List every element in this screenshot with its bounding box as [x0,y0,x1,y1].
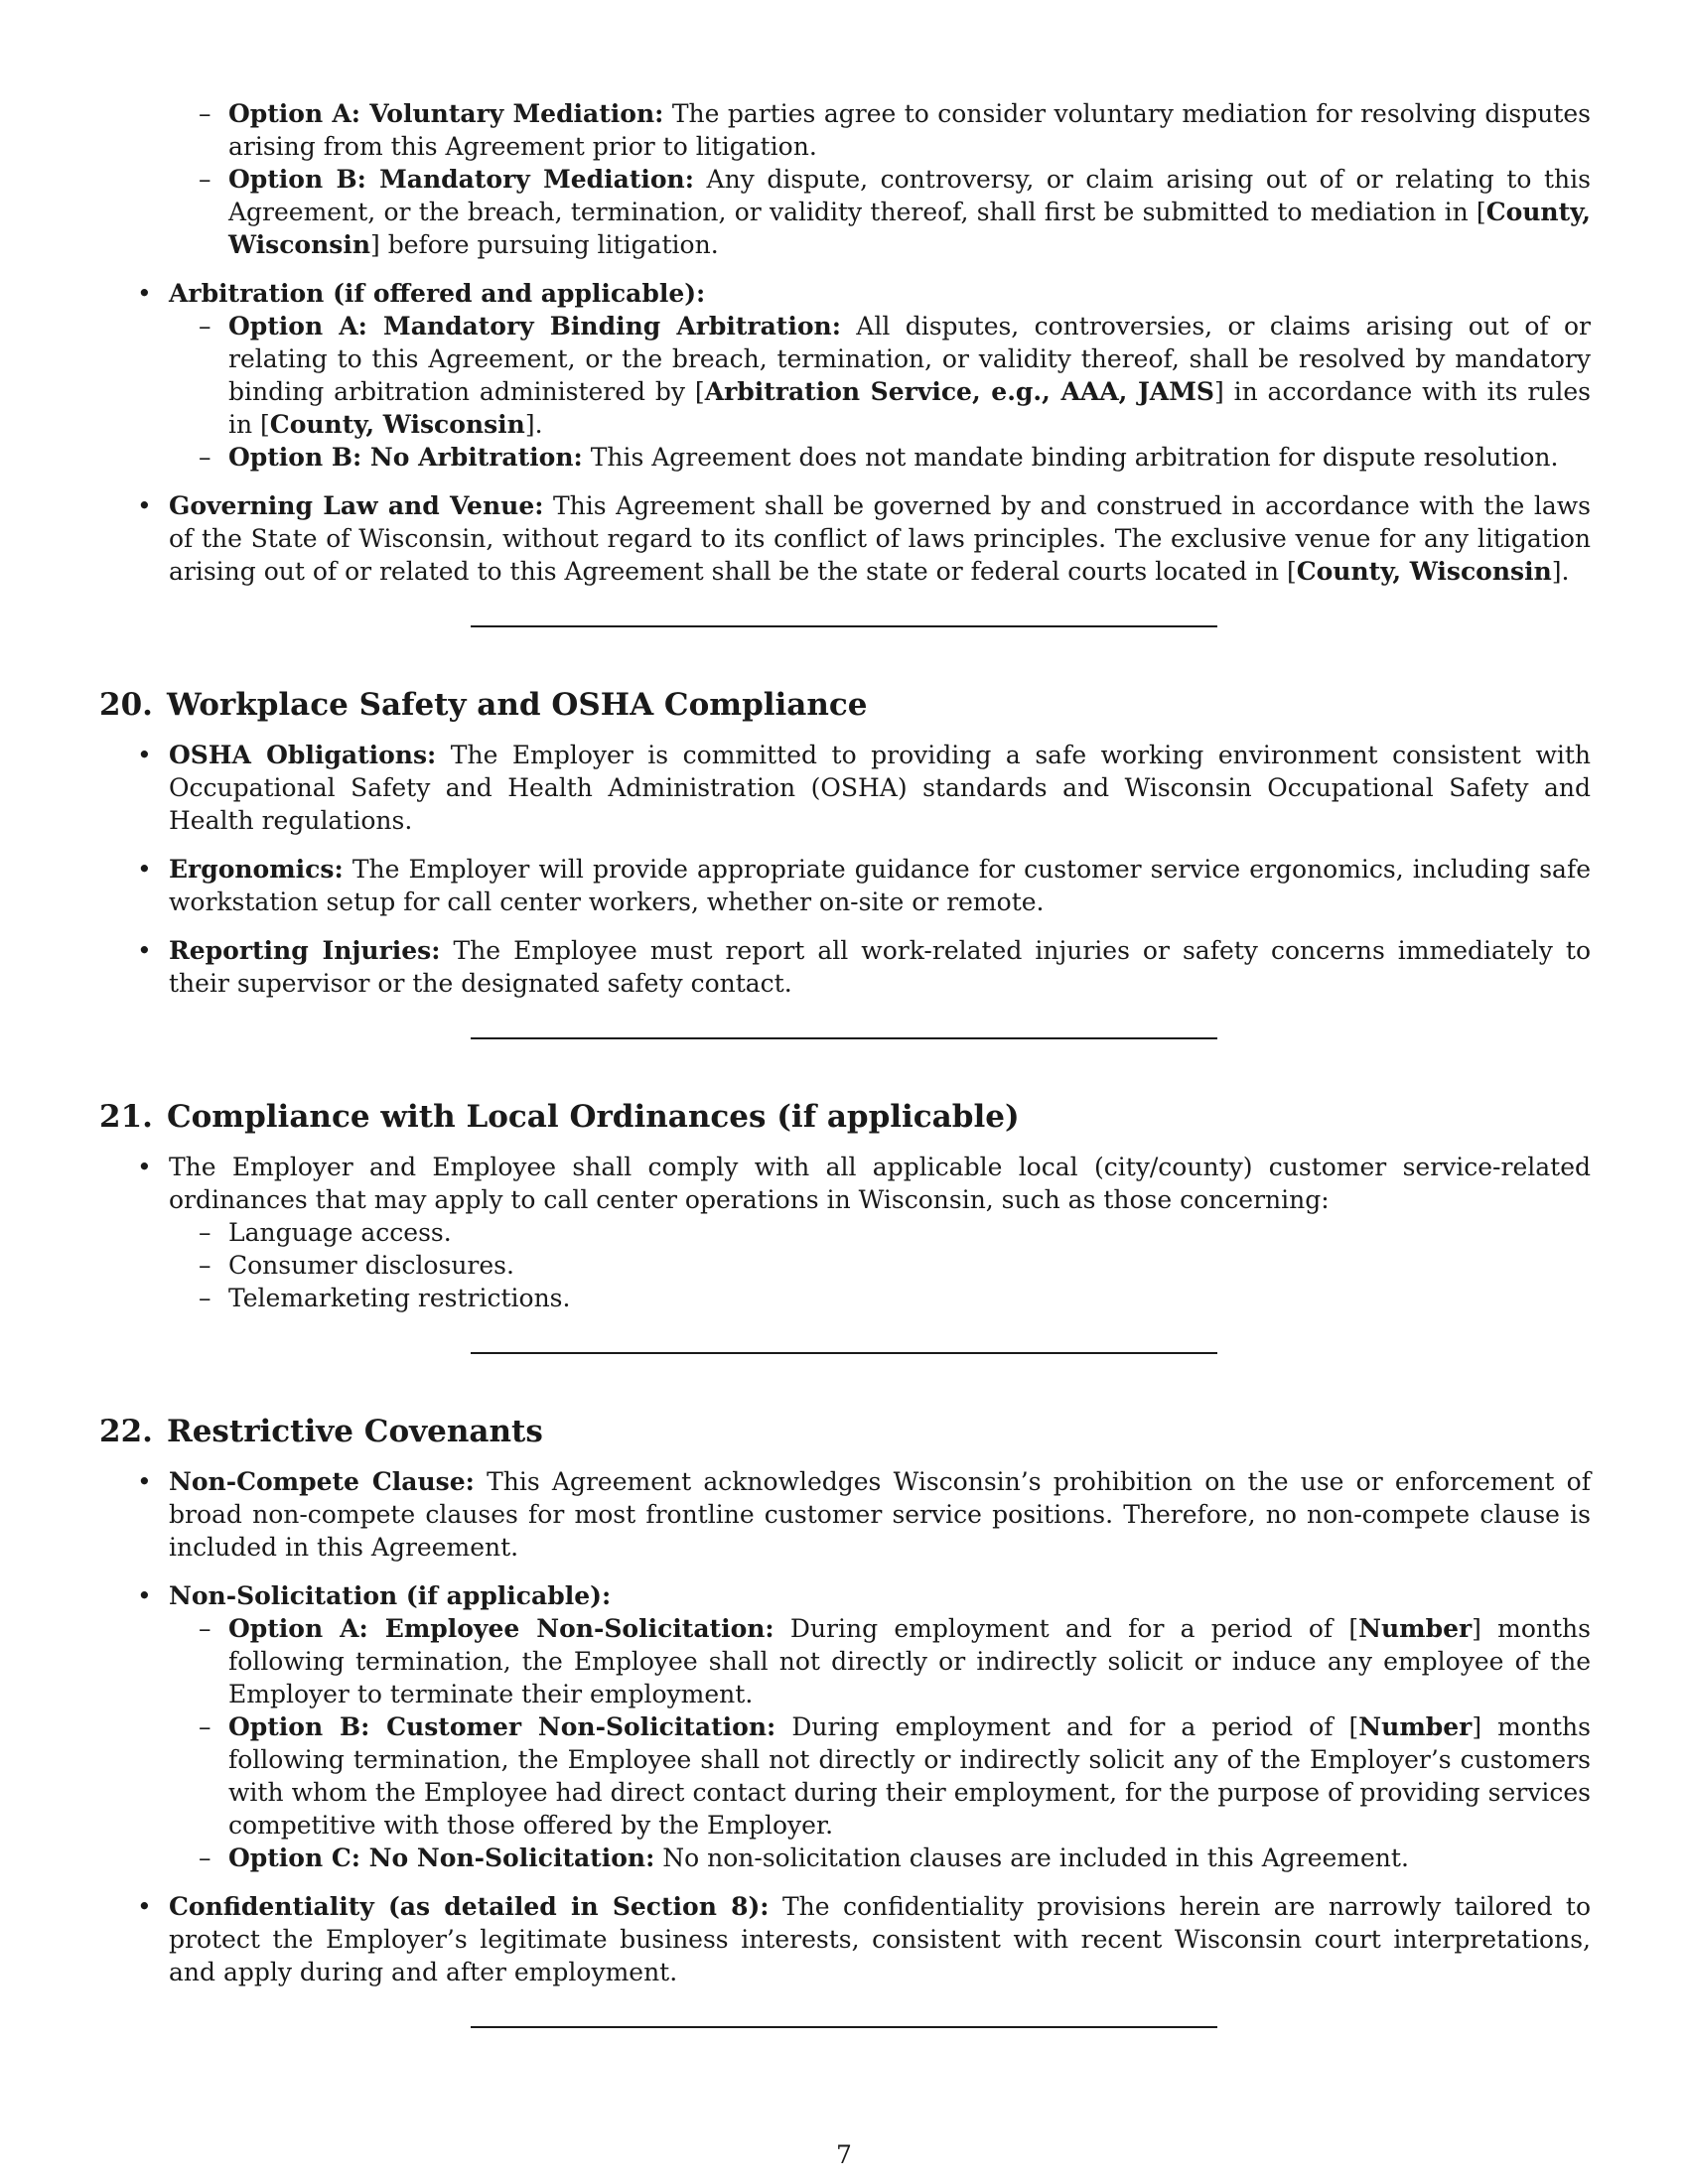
osha-obligations-item: • OSHA Obligations: The Employer is committed to providing a safe working environment consistent with Occupational Safety and Health Administration (OSHA) standards and Wisconsin Occupational Safety and Health regulations. [99,739,1591,837]
list-item: – Telemarketing restrictions. [169,1282,1591,1314]
governing-law-item: • Governing Law and Venue: This Agreement shall be governed by and construed in accordance with the laws of the State of Wisconsin, without regard to its conflict of laws principles. The exclusive venue for any litigation arising out of or related to this Agreement shall be the state or federal courts located in [County, Wisconsin]. [99,489,1591,588]
non-solicitation-item: • Non-Solicitation (if applicable): – Option A: Employee Non-Solicitation: During employment and for a period of [Number] months following termination, the Employee shall not directly or indirectly solicit or induce any employee of the Employer to terminate their employment. – Option B: Customer Non-Solicitation: During employment and for a period of [Number] months following termination, the Employee shall not directly or indirectly solicit any of the Employer’s customers with whom the Employee had direct contact during their employment, for the purpose of providing services competitive with those offered by the Employer. – Option C: No Non-Solicitation: No non-solicitation clauses are included in this Agreement. [99,1579,1591,1874]
section-22-list [99,1465,1591,1988]
section-20-title: 20. Workplace Safety and OSHA Compliance [99,687,868,723]
dispute-bullets [99,277,1591,588]
non-solicitation-option-a: – Option A: Employee Non-Solicitation: During employment and for a period of [Number] months following termination, the Employee shall not directly or indirectly solicit or induce any employee of the Employer to terminate their employment. [169,1612,1591,1710]
arbitration-option-a: – Option A: Mandatory Binding Arbitration: All disputes, controversies, or claims arising out of or relating to this Agreement, or the breach, termination, or validity thereof, shall be resolved by mandatory binding arbitration administered by [Arbitration Service, e.g., AAA, JAMS] in accordance with its rules in [County, Wisconsin]. [169,310,1591,441]
non-solicitation-option-b: – Option B: Customer Non-Solicitation: During employment and for a period of [Number] months following termination, the Employee shall not directly or indirectly solicit any of the Employer’s customers with whom the Employee had direct contact during their employment, for the purpose of providing services competitive with those offered by the Employer. [169,1710,1591,1842]
document-page [99,97,1591,2086]
section-divider [471,1352,1217,1354]
mediation-options [99,97,1591,261]
list-item: – Consumer disclosures. [169,1249,1591,1282]
section-divider [471,2026,1217,2028]
ordinance-topics [169,1216,1591,1314]
non-solicitation-options [169,1612,1591,1874]
ergonomics-item: • Ergonomics: The Employer will provide appropriate guidance for customer service ergonomics, including safe workstation setup for call center workers, whether on-site or remote. [99,853,1591,918]
list-item: – Language access. [169,1216,1591,1249]
confidentiality-item: • Confidentiality (as detailed in Section 8): The confidentiality provisions herein are narrowly tailored to protect the Employer’s legitimate business interests, consistent with recent Wisconsin court interpretations, and apply during and after employment. [99,1890,1591,1988]
section-20-list [99,739,1591,1000]
section-divider [471,625,1217,627]
mediation-option-a: – Option A: Voluntary Mediation: The parties agree to consider voluntary mediation for resolving disputes arising from this Agreement prior to litigation. [99,97,1591,163]
arbitration-item: • Arbitration (if offered and applicable): – Option A: Mandatory Binding Arbitration: All disputes, controversies, or claims arising out of or relating to this Agreement, or the breach, termination, or validity thereof, shall be resolved by mandatory binding arbitration administered by [Arbitration Service, e.g., AAA, JAMS] in accordance with its rules in [County, Wisconsin]. – Option B: No Arbitration: This Agreement does not mandate binding arbitration for dispute resolution. [99,277,1591,474]
reporting-injuries-item: • Reporting Injuries: The Employee must report all work-related injuries or safety concerns immediately to their supervisor or the designated safety contact. [99,934,1591,1000]
local-ordinances-item: • The Employer and Employee shall comply with all applicable local (city/county) customer service-related ordinances that may apply to call center operations in Wisconsin, such as those concerning: – Language access. – Consumer disclosures. – Telemarketing restrictions. [99,1151,1591,1314]
non-compete-item: • Non-Compete Clause: This Agreement acknowledges Wisconsin’s prohibition on the use or enforcement of broad non-compete clauses for most frontline customer service positions. Therefore, no non-compete clause is included in this Agreement. [99,1465,1591,1564]
section-divider [471,1037,1217,1039]
section-21-list [99,1151,1591,1314]
section-22-title: 22. Restrictive Covenants [99,1414,543,1449]
non-solicitation-option-c: – Option C: No Non-Solicitation: No non-solicitation clauses are included in this Agreement. [169,1842,1591,1874]
page-number: 7 [836,2140,852,2169]
section-21-title: 21. Compliance with Local Ordinances (if applicable) [99,1099,1020,1135]
arbitration-option-b: – Option B: No Arbitration: This Agreement does not mandate binding arbitration for dispute resolution. [169,441,1591,474]
mediation-option-b: – Option B: Mandatory Mediation: Any dispute, controversy, or claim arising out of or relating to this Agreement, or the breach, termination, or validity thereof, shall first be submitted to mediation in [County, Wisconsin] before pursuing litigation. [99,163,1591,261]
arbitration-options [169,310,1591,474]
